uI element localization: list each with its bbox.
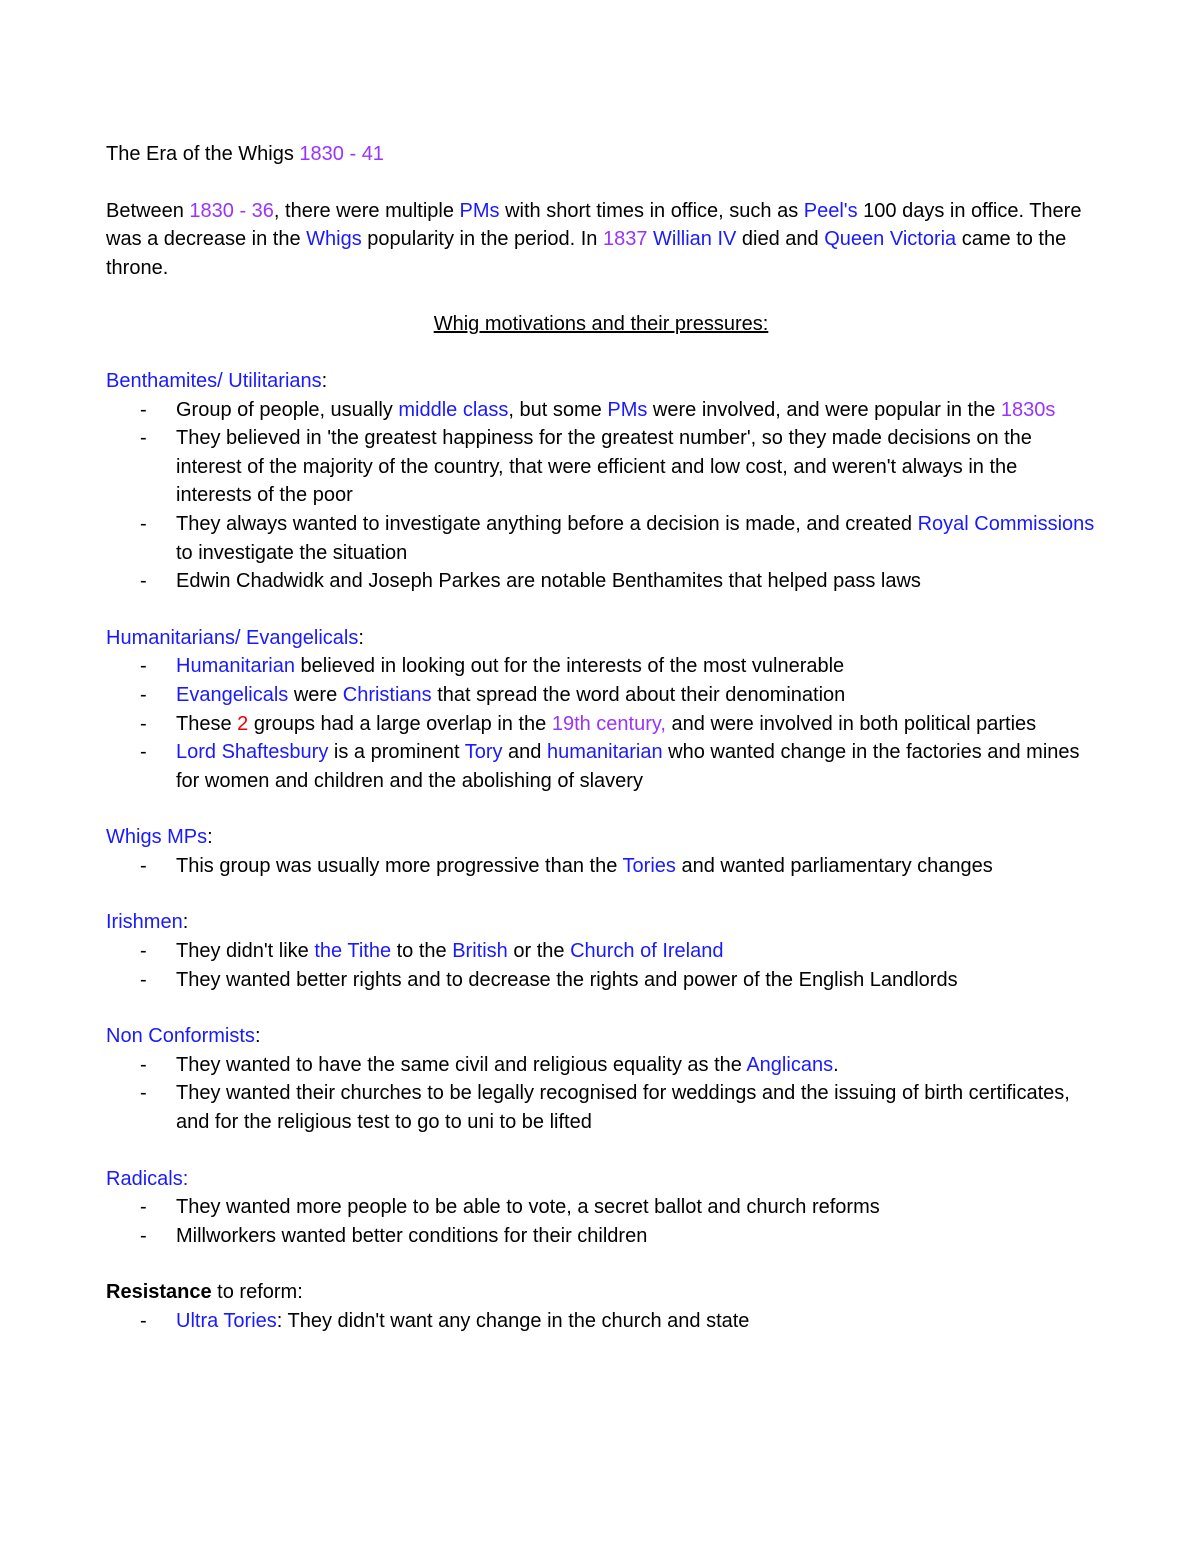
bullet-marker: - [140,1082,147,1105]
bullet-marker: - [140,512,147,535]
bullet-marker: - [140,1310,147,1332]
list-item: - Evangelicals were Christians that spread the word about their denomination [106,681,1096,710]
list-item: - They wanted their churches to be legally recognised for weddings and the issuing of birth certificates, and for the religious test to go to uni to be lifted [106,1079,1096,1136]
section-title-nonconformists: Non Conformists: [106,1025,261,1048]
title-years: 1830 - 41 [299,143,384,165]
list-item: - They wanted to have the same civil and religious equality as the Anglicans. [106,1051,1096,1080]
list-item: - Lord Shaftesbury is a prominent Tory and humanitarian who wanted change in the factories and mines for women and children and the abolishing of slavery [106,738,1096,795]
bullet-marker: - [140,940,147,963]
bullet-marker: - [140,655,147,678]
section-title-radicals: Radicals: [106,1167,189,1190]
list-item: - They wanted more people to be able to vote, a secret ballot and church reforms [106,1193,1096,1222]
intro-paragraph: Between 1830 - 36, there were multiple PMs with short times in office, such as Peel's 100 days in office. There was a decrease in the Whigs popularity in the period. In 1837 Willian IV died and Queen Victoria came to the throne. [106,199,1082,279]
whigs-mps-list [106,852,1096,881]
list-item: - Group of people, usually middle class, but some PMs were involved, and were popular in the 1830s [106,396,1096,425]
nonconformists-list [106,1051,1096,1137]
section-title-benthamites: Benthamites/ Utilitarians: [106,369,328,392]
list-item: - They always wanted to investigate anything before a decision is made, and created Royal Commissions to investigate the situation [106,510,1096,567]
bullet-marker: - [140,683,147,706]
bullet-marker: - [140,968,147,991]
section-title-humanitarians: Humanitarians/ Evangelicals: [106,626,364,649]
list-item: - Edwin Chadwidk and Joseph Parkes are notable Benthamites that helped pass laws [106,567,1096,596]
list-item: - These 2 groups had a large overlap in the 19th century, and were involved in both political parties [106,710,1096,739]
section-title-irishmen: Irishmen: [106,911,189,934]
bullet-marker: - [140,1053,147,1076]
humanitarians-list [106,652,1096,795]
document-page [106,140,1096,1336]
bullet-marker: - [140,1196,147,1219]
bullet-marker: - [140,427,147,450]
bullet-marker: - [140,741,147,764]
section-title-resistance: Resistance to reform: [106,1281,303,1304]
bullet-marker: - [140,854,147,877]
list-item: - Ultra Tories: They didn't want any change in the church and state [106,1307,1096,1336]
resistance-list [106,1307,1096,1336]
list-item: - They believed in 'the greatest happiness for the greatest number', so they made decisions on the interest of the majority of the country, that were efficient and low cost, and weren't always in the interests of the poor [106,424,1096,510]
bullet-marker: - [140,398,147,421]
list-item: - This group was usually more progressive than the Tories and wanted parliamentary changes [106,852,1096,881]
irishmen-list [106,937,1096,994]
section-title-whigs-mps: Whigs MPs: [106,826,213,849]
list-item: - Millworkers wanted better conditions for their children [106,1222,1096,1251]
list-item: - They wanted better rights and to decrease the rights and power of the English Landlords [106,966,1096,995]
benthamites-list [106,396,1096,596]
section-heading: Whig motivations and their pressures: [433,313,769,336]
list-item: - They didn't like the Tithe to the British or the Church of Ireland [106,937,1096,966]
radicals-list [106,1193,1096,1250]
document-title: The Era of the Whigs 1830 - 41 [106,143,384,165]
bullet-marker: - [140,570,147,593]
list-item: - Humanitarian believed in looking out for the interests of the most vulnerable [106,652,1096,681]
bullet-marker: - [140,1224,147,1247]
bullet-marker: - [140,712,147,735]
